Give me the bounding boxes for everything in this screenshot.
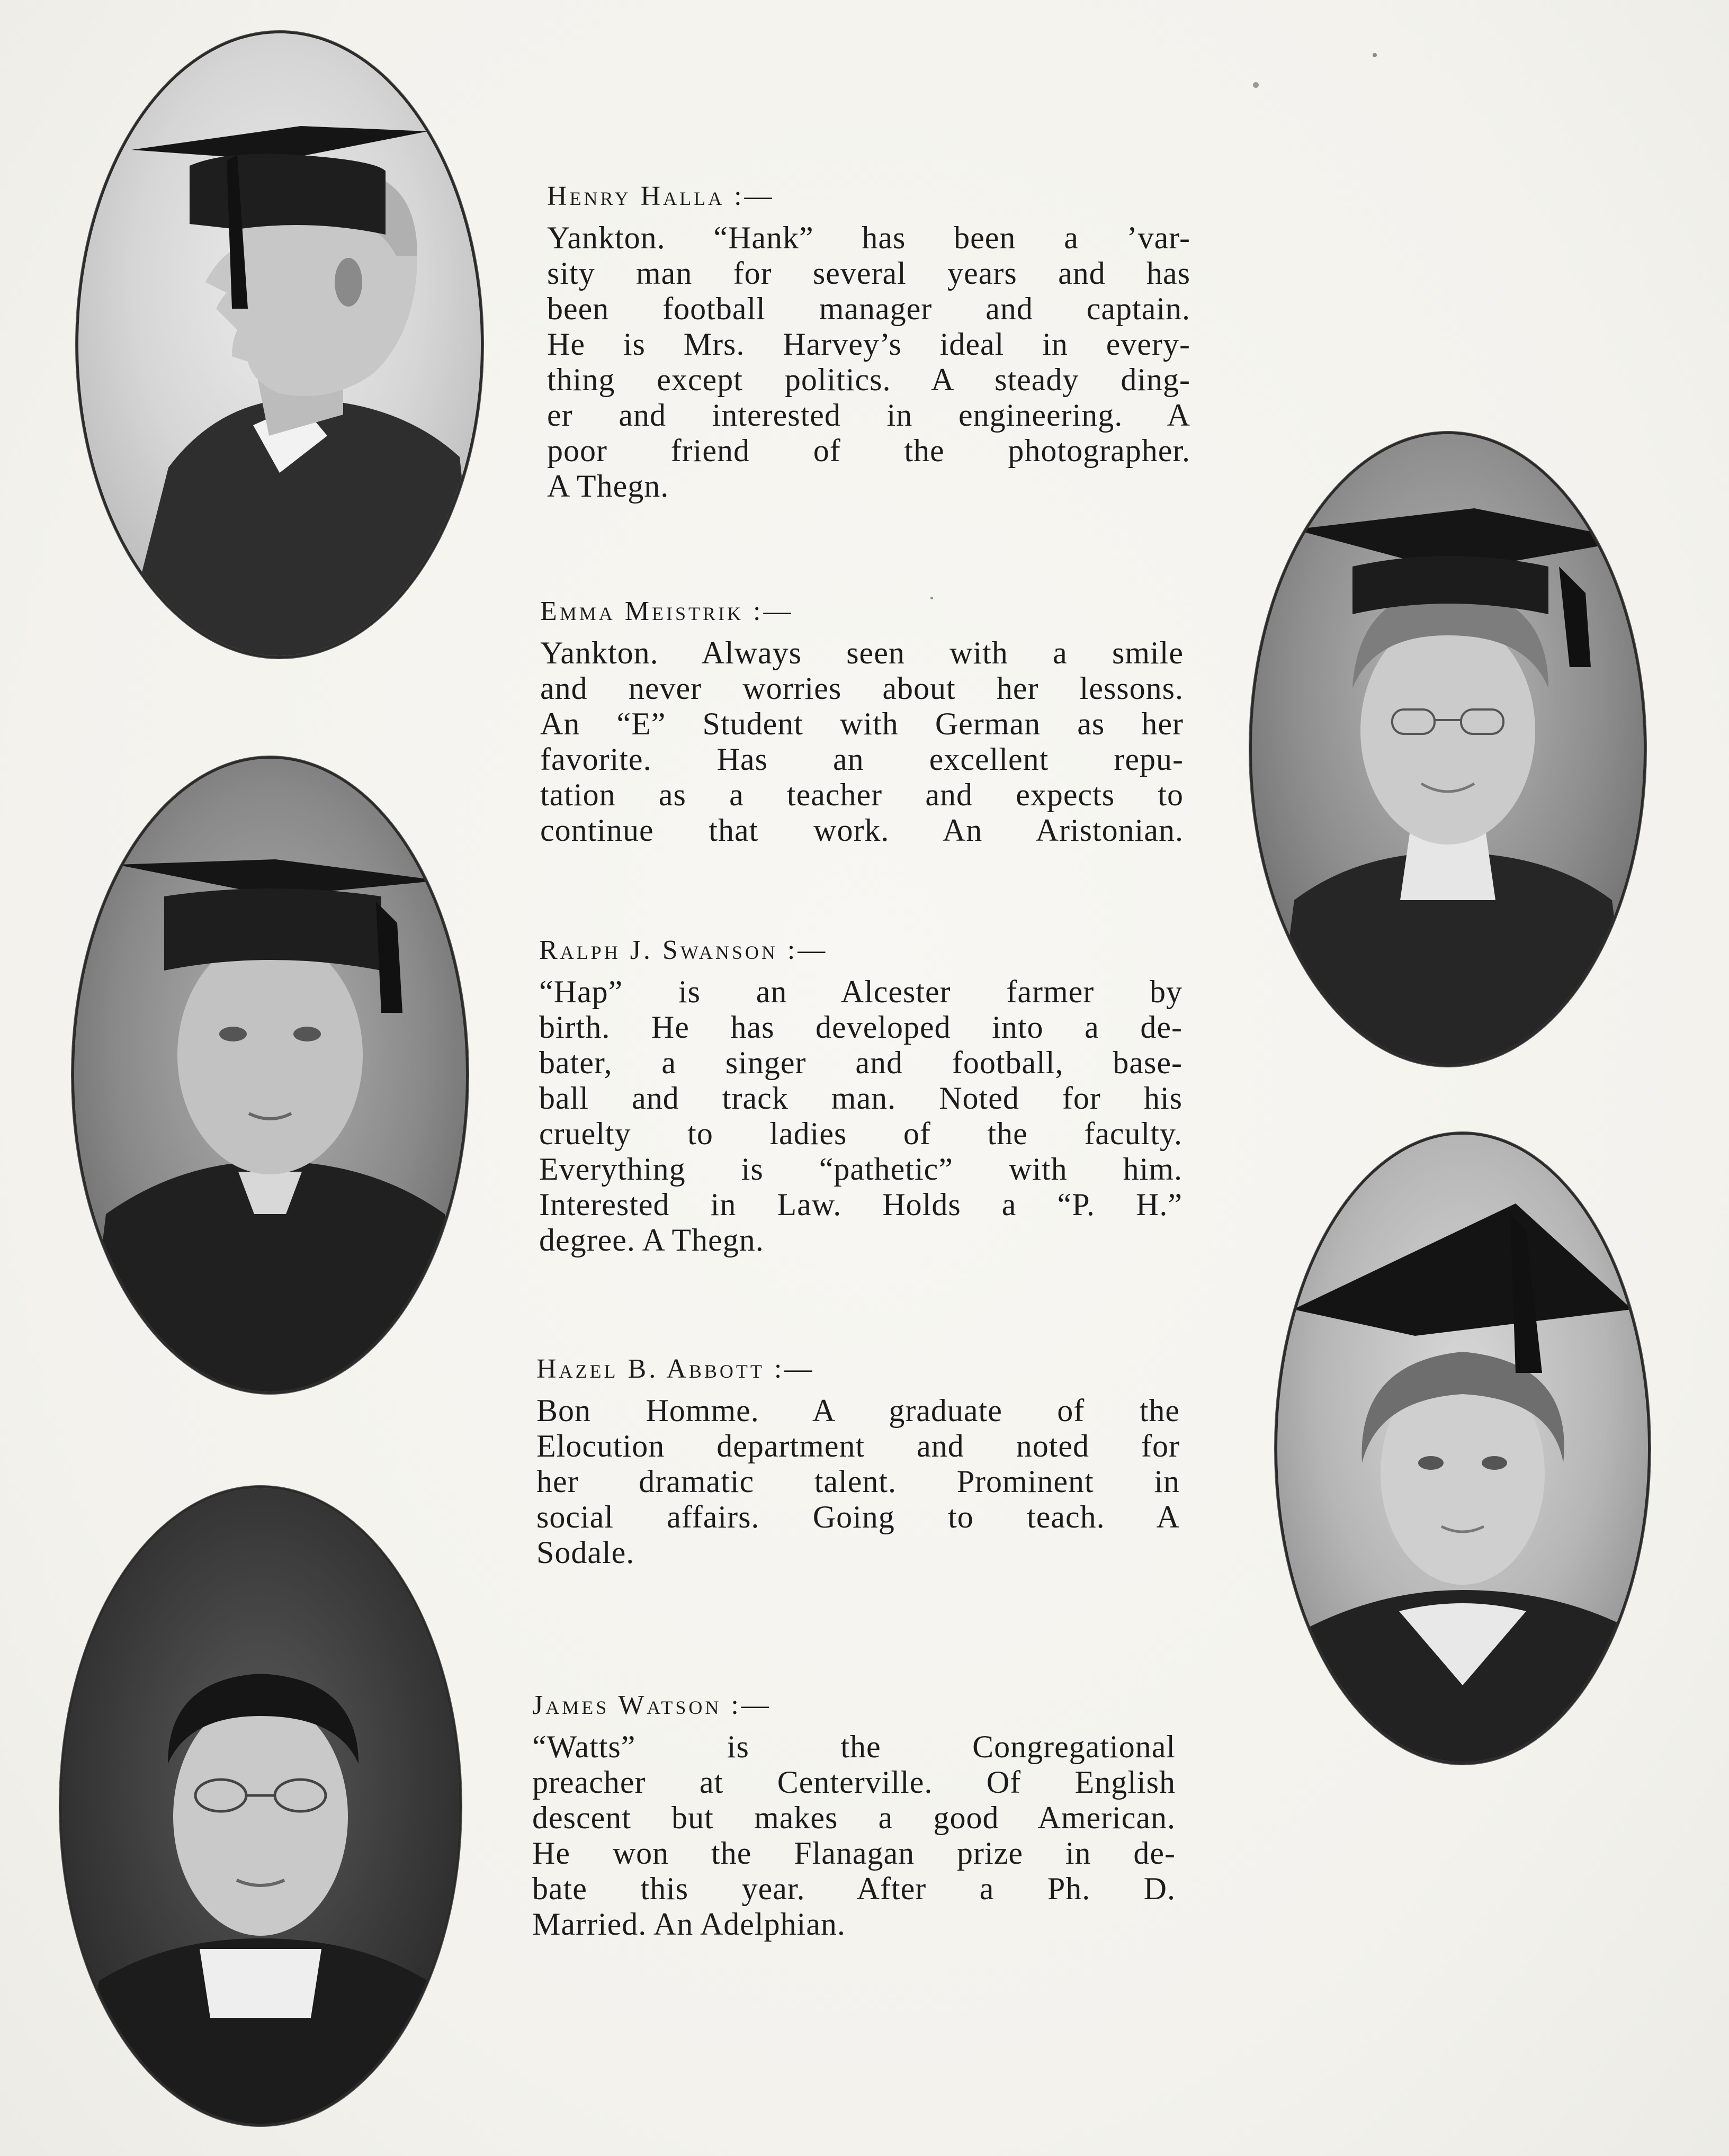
entry-line: and never worries about her lessons. bbox=[540, 671, 1184, 706]
entry-line: Elocution department and noted for bbox=[536, 1429, 1180, 1463]
entry-emma-meistrik bbox=[540, 594, 1184, 848]
entry-line: social affairs. Going to teach. A bbox=[536, 1499, 1180, 1534]
entry-line: sity man for several years and has bbox=[547, 256, 1190, 291]
entry-line: been football manager and captain. bbox=[547, 291, 1190, 326]
entry-body bbox=[532, 1729, 1176, 1942]
entry-line: thing except politics. A steady ding- bbox=[547, 362, 1190, 397]
entry-line: Sodale. bbox=[536, 1535, 635, 1570]
entry-line: Bon Homme. A graduate of the bbox=[536, 1393, 1180, 1428]
entry-name: Emma Meistrik :— bbox=[540, 596, 794, 626]
entry-line: er and interested in engineering. A bbox=[547, 398, 1190, 433]
portrait-henry-halla-image bbox=[78, 33, 481, 656]
entry-line: “Watts” is the Congregational bbox=[532, 1729, 1176, 1764]
entry-line: favorite. Has an excellent repu- bbox=[540, 742, 1184, 777]
portrait-ralph-swanson-image bbox=[74, 759, 466, 1391]
portrait-henry-halla bbox=[76, 31, 483, 659]
entry-name: Ralph J. Swanson :— bbox=[539, 935, 828, 965]
entry-line: A Thegn. bbox=[547, 469, 669, 504]
portrait-emma-meistrik-image bbox=[1252, 434, 1644, 1064]
entry-body bbox=[540, 635, 1184, 848]
entry-name: Henry Halla :— bbox=[547, 181, 775, 211]
portrait-emma-meistrik bbox=[1249, 432, 1646, 1067]
entry-line: ball and track man. Noted for his bbox=[539, 1081, 1182, 1116]
entry-body bbox=[536, 1393, 1180, 1570]
portrait-hazel-abbott bbox=[1275, 1132, 1651, 1765]
portrait-james-watson bbox=[59, 1486, 462, 2126]
entry-line: An “E” Student with German as her bbox=[540, 706, 1184, 741]
entry-line: tation as a teacher and expects to bbox=[540, 777, 1184, 812]
entry-line: her dramatic talent. Prominent in bbox=[536, 1464, 1180, 1499]
entry-line: Yankton. Always seen with a smile bbox=[540, 635, 1184, 670]
entry-hazel-abbott bbox=[536, 1352, 1180, 1570]
entry-line: Interested in Law. Holds a “P. H.” bbox=[539, 1187, 1182, 1222]
entry-henry-halla bbox=[547, 179, 1190, 504]
entry-line: bater, a singer and football, base- bbox=[539, 1045, 1182, 1080]
entry-line: He is Mrs. Harvey’s ideal in every- bbox=[547, 327, 1190, 362]
portrait-hazel-abbott-image bbox=[1277, 1135, 1648, 1762]
entry-line: birth. He has developed into a de- bbox=[539, 1010, 1182, 1045]
entry-body bbox=[547, 220, 1190, 504]
entry-line: “Hap” is an Alcester farmer by bbox=[539, 974, 1182, 1009]
entry-line: descent but makes a good American. bbox=[532, 1800, 1176, 1835]
entry-line: preacher at Centerville. Of English bbox=[532, 1765, 1176, 1800]
entry-line: continue that work. An Aristonian. bbox=[540, 813, 1184, 848]
entry-line: degree. A Thegn. bbox=[539, 1223, 764, 1257]
portrait-james-watson-image bbox=[62, 1488, 459, 2124]
entry-body bbox=[539, 974, 1182, 1258]
paper-speck bbox=[1373, 53, 1377, 57]
entry-name: Hazel B. Abbott :— bbox=[536, 1354, 815, 1384]
entry-name: James Watson :— bbox=[532, 1690, 772, 1720]
entry-ralph-swanson bbox=[539, 933, 1182, 1258]
entry-line: Married. An Adelphian. bbox=[532, 1907, 846, 1942]
entry-line: He won the Flanagan prize in de- bbox=[532, 1836, 1176, 1871]
portrait-ralph-swanson bbox=[71, 756, 469, 1394]
entry-line: Everything is “pathetic” with him. bbox=[539, 1152, 1182, 1187]
entry-line: Yankton. “Hank” has been a ’var- bbox=[547, 220, 1190, 255]
entry-james-watson bbox=[532, 1688, 1176, 1942]
entry-line: cruelty to ladies of the faculty. bbox=[539, 1116, 1182, 1151]
entry-line: bate this year. After a Ph. D. bbox=[532, 1871, 1176, 1906]
entry-line: poor friend of the photographer. bbox=[547, 433, 1190, 468]
paper-speck bbox=[1253, 82, 1259, 88]
